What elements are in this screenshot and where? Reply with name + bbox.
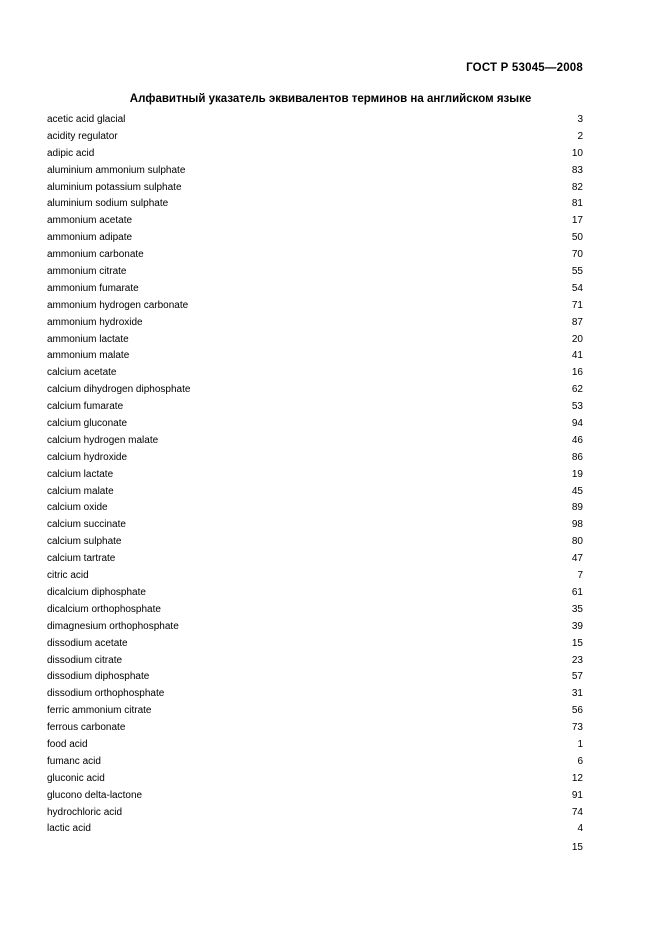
index-term-number: 57 bbox=[571, 671, 583, 683]
index-term: dissodium acetate bbox=[47, 637, 128, 649]
index-term: adipic acid bbox=[47, 147, 95, 159]
index-term-number: 39 bbox=[571, 620, 583, 632]
index-entry bbox=[47, 163, 583, 180]
index-entry bbox=[47, 382, 583, 399]
index-term: ammonium lactate bbox=[47, 333, 129, 345]
index-term: calcium succinate bbox=[47, 519, 126, 531]
index-entry bbox=[47, 669, 583, 686]
index-entry bbox=[47, 517, 583, 534]
index-entry bbox=[47, 264, 583, 281]
index-entry bbox=[47, 450, 583, 467]
index-term: aluminium ammonium sulphate bbox=[47, 164, 186, 176]
index-term: hydrochloric acid bbox=[47, 806, 123, 818]
index-entry bbox=[47, 180, 583, 197]
index-term: acidity regulator bbox=[47, 130, 118, 142]
index-term-number: 7 bbox=[577, 570, 583, 582]
index-entry bbox=[47, 433, 583, 450]
index-term: ferric ammonium citrate bbox=[47, 705, 152, 717]
index-term: gluconic acid bbox=[47, 772, 105, 784]
index-term: calcium sulphate bbox=[47, 536, 122, 548]
index-term-number: 47 bbox=[571, 553, 583, 565]
index-term-number: 46 bbox=[571, 434, 583, 446]
index-term-number: 87 bbox=[571, 316, 583, 328]
index-term-number: 71 bbox=[571, 299, 583, 311]
index-term-number: 31 bbox=[571, 688, 583, 700]
index-term: calcium oxide bbox=[47, 502, 108, 514]
index-term: dicalcium diphosphate bbox=[47, 586, 146, 598]
index-entry bbox=[47, 484, 583, 501]
index-term-number: 2 bbox=[577, 130, 583, 142]
index-term-number: 62 bbox=[571, 384, 583, 396]
index-term: ammonium hydrogen carbonate bbox=[47, 299, 189, 311]
index-entry bbox=[47, 788, 583, 805]
index-entry bbox=[47, 146, 583, 163]
index-term: calcium fumarate bbox=[47, 401, 124, 413]
index-entry bbox=[47, 416, 583, 433]
index-entry bbox=[47, 703, 583, 720]
index-term-number: 19 bbox=[571, 468, 583, 480]
index-term-number: 94 bbox=[571, 418, 583, 430]
index-entry bbox=[47, 805, 583, 822]
index-term: dissodium orthophosphate bbox=[47, 688, 165, 700]
index-term-number: 80 bbox=[571, 536, 583, 548]
index-term: lactic acid bbox=[47, 823, 91, 835]
index-term-number: 4 bbox=[577, 823, 583, 835]
index-term: ammonium adipate bbox=[47, 232, 133, 244]
index-term-number: 35 bbox=[571, 603, 583, 615]
page-number: 15 bbox=[571, 842, 583, 853]
index-term: glucono delta-lactone bbox=[47, 789, 143, 801]
index-term-number: 45 bbox=[571, 485, 583, 497]
index-entry bbox=[47, 281, 583, 298]
index-term-number: 89 bbox=[571, 502, 583, 514]
index-term: dissodium diphosphate bbox=[47, 671, 150, 683]
index-term: calcium dihydrogen diphosphate bbox=[47, 384, 191, 396]
index-term-number: 53 bbox=[571, 401, 583, 413]
index-term-number: 86 bbox=[571, 451, 583, 463]
index-entry bbox=[47, 821, 583, 838]
index-term-number: 12 bbox=[571, 772, 583, 784]
index-entry bbox=[47, 247, 583, 264]
index-entry bbox=[47, 230, 583, 247]
index-term-number: 41 bbox=[571, 350, 583, 362]
index-term: ammonium hydroxide bbox=[47, 316, 143, 328]
index-term-number: 73 bbox=[571, 722, 583, 734]
index-entry bbox=[47, 636, 583, 653]
index-entry bbox=[47, 585, 583, 602]
index-entry bbox=[47, 653, 583, 670]
index-term: dimagnesium orthophosphate bbox=[47, 620, 179, 632]
index-entry bbox=[47, 568, 583, 585]
index-term-number: 98 bbox=[571, 519, 583, 531]
index-term: aluminium potassium sulphate bbox=[47, 181, 182, 193]
index-term-number: 3 bbox=[577, 114, 583, 125]
index-entry bbox=[47, 737, 583, 754]
index-term-number: 23 bbox=[571, 654, 583, 666]
index-entry bbox=[47, 112, 583, 129]
index-entry bbox=[47, 686, 583, 703]
index-entry bbox=[47, 602, 583, 619]
index-entry bbox=[47, 500, 583, 517]
index-term-number: 17 bbox=[571, 215, 583, 227]
index-entry bbox=[47, 551, 583, 568]
index-entry bbox=[47, 365, 583, 382]
index-term: calcium malate bbox=[47, 485, 114, 497]
index-term-number: 10 bbox=[571, 147, 583, 159]
index-term: citric acid bbox=[47, 570, 89, 582]
index-term: calcium lactate bbox=[47, 468, 114, 480]
index-entry bbox=[47, 720, 583, 737]
index-term-number: 56 bbox=[571, 705, 583, 717]
index-entry bbox=[47, 534, 583, 551]
index-term-number: 70 bbox=[571, 249, 583, 261]
index-term-number: 61 bbox=[571, 586, 583, 598]
index-term-number: 6 bbox=[577, 755, 583, 767]
index-term: ammonium fumarate bbox=[47, 282, 139, 294]
index-entry bbox=[47, 196, 583, 213]
index-term: ammonium citrate bbox=[47, 266, 127, 278]
index-entry bbox=[47, 298, 583, 315]
index-term-number: 16 bbox=[571, 367, 583, 379]
index-term-number: 74 bbox=[571, 806, 583, 818]
term-index-list bbox=[47, 112, 583, 838]
index-term-number: 50 bbox=[571, 232, 583, 244]
index-term: ammonium carbonate bbox=[47, 249, 144, 261]
index-entry bbox=[47, 399, 583, 416]
page-title: Алфавитный указатель эквивалентов терминов на английском языке bbox=[129, 93, 532, 105]
index-entry bbox=[47, 467, 583, 484]
document-standard-number: ГОСТ Р 53045—2008 bbox=[466, 62, 583, 74]
index-term-number: 15 bbox=[571, 637, 583, 649]
index-entry bbox=[47, 315, 583, 332]
index-term: ammonium acetate bbox=[47, 215, 133, 227]
index-term: calcium gluconate bbox=[47, 418, 128, 430]
index-term-number: 83 bbox=[571, 164, 583, 176]
index-term: calcium hydroxide bbox=[47, 451, 128, 463]
index-term-number: 55 bbox=[571, 266, 583, 278]
index-entry bbox=[47, 348, 583, 365]
index-entry bbox=[47, 213, 583, 230]
index-term: dissodium citrate bbox=[47, 654, 123, 666]
index-term: acetic acid glacial bbox=[47, 114, 126, 125]
index-term: fumanc acid bbox=[47, 755, 101, 767]
index-term: dicalcium orthophosphate bbox=[47, 603, 161, 615]
index-term: ferrous carbonate bbox=[47, 722, 126, 734]
index-entry bbox=[47, 129, 583, 146]
index-term-number: 20 bbox=[571, 333, 583, 345]
index-term: calcium acetate bbox=[47, 367, 117, 379]
index-term: food acid bbox=[47, 738, 88, 750]
index-term-number: 1 bbox=[577, 738, 583, 750]
index-term: calcium hydrogen malate bbox=[47, 434, 159, 446]
index-term-number: 81 bbox=[571, 198, 583, 210]
index-entry bbox=[47, 754, 583, 771]
index-entry bbox=[47, 771, 583, 788]
index-term: ammonium malate bbox=[47, 350, 130, 362]
index-term-number: 54 bbox=[571, 282, 583, 294]
index-term: calcium tartrate bbox=[47, 553, 116, 565]
index-entry bbox=[47, 619, 583, 636]
index-term-number: 91 bbox=[571, 789, 583, 801]
index-term-number: 82 bbox=[571, 181, 583, 193]
index-entry bbox=[47, 332, 583, 349]
index-term: aluminium sodium sulphate bbox=[47, 198, 169, 210]
